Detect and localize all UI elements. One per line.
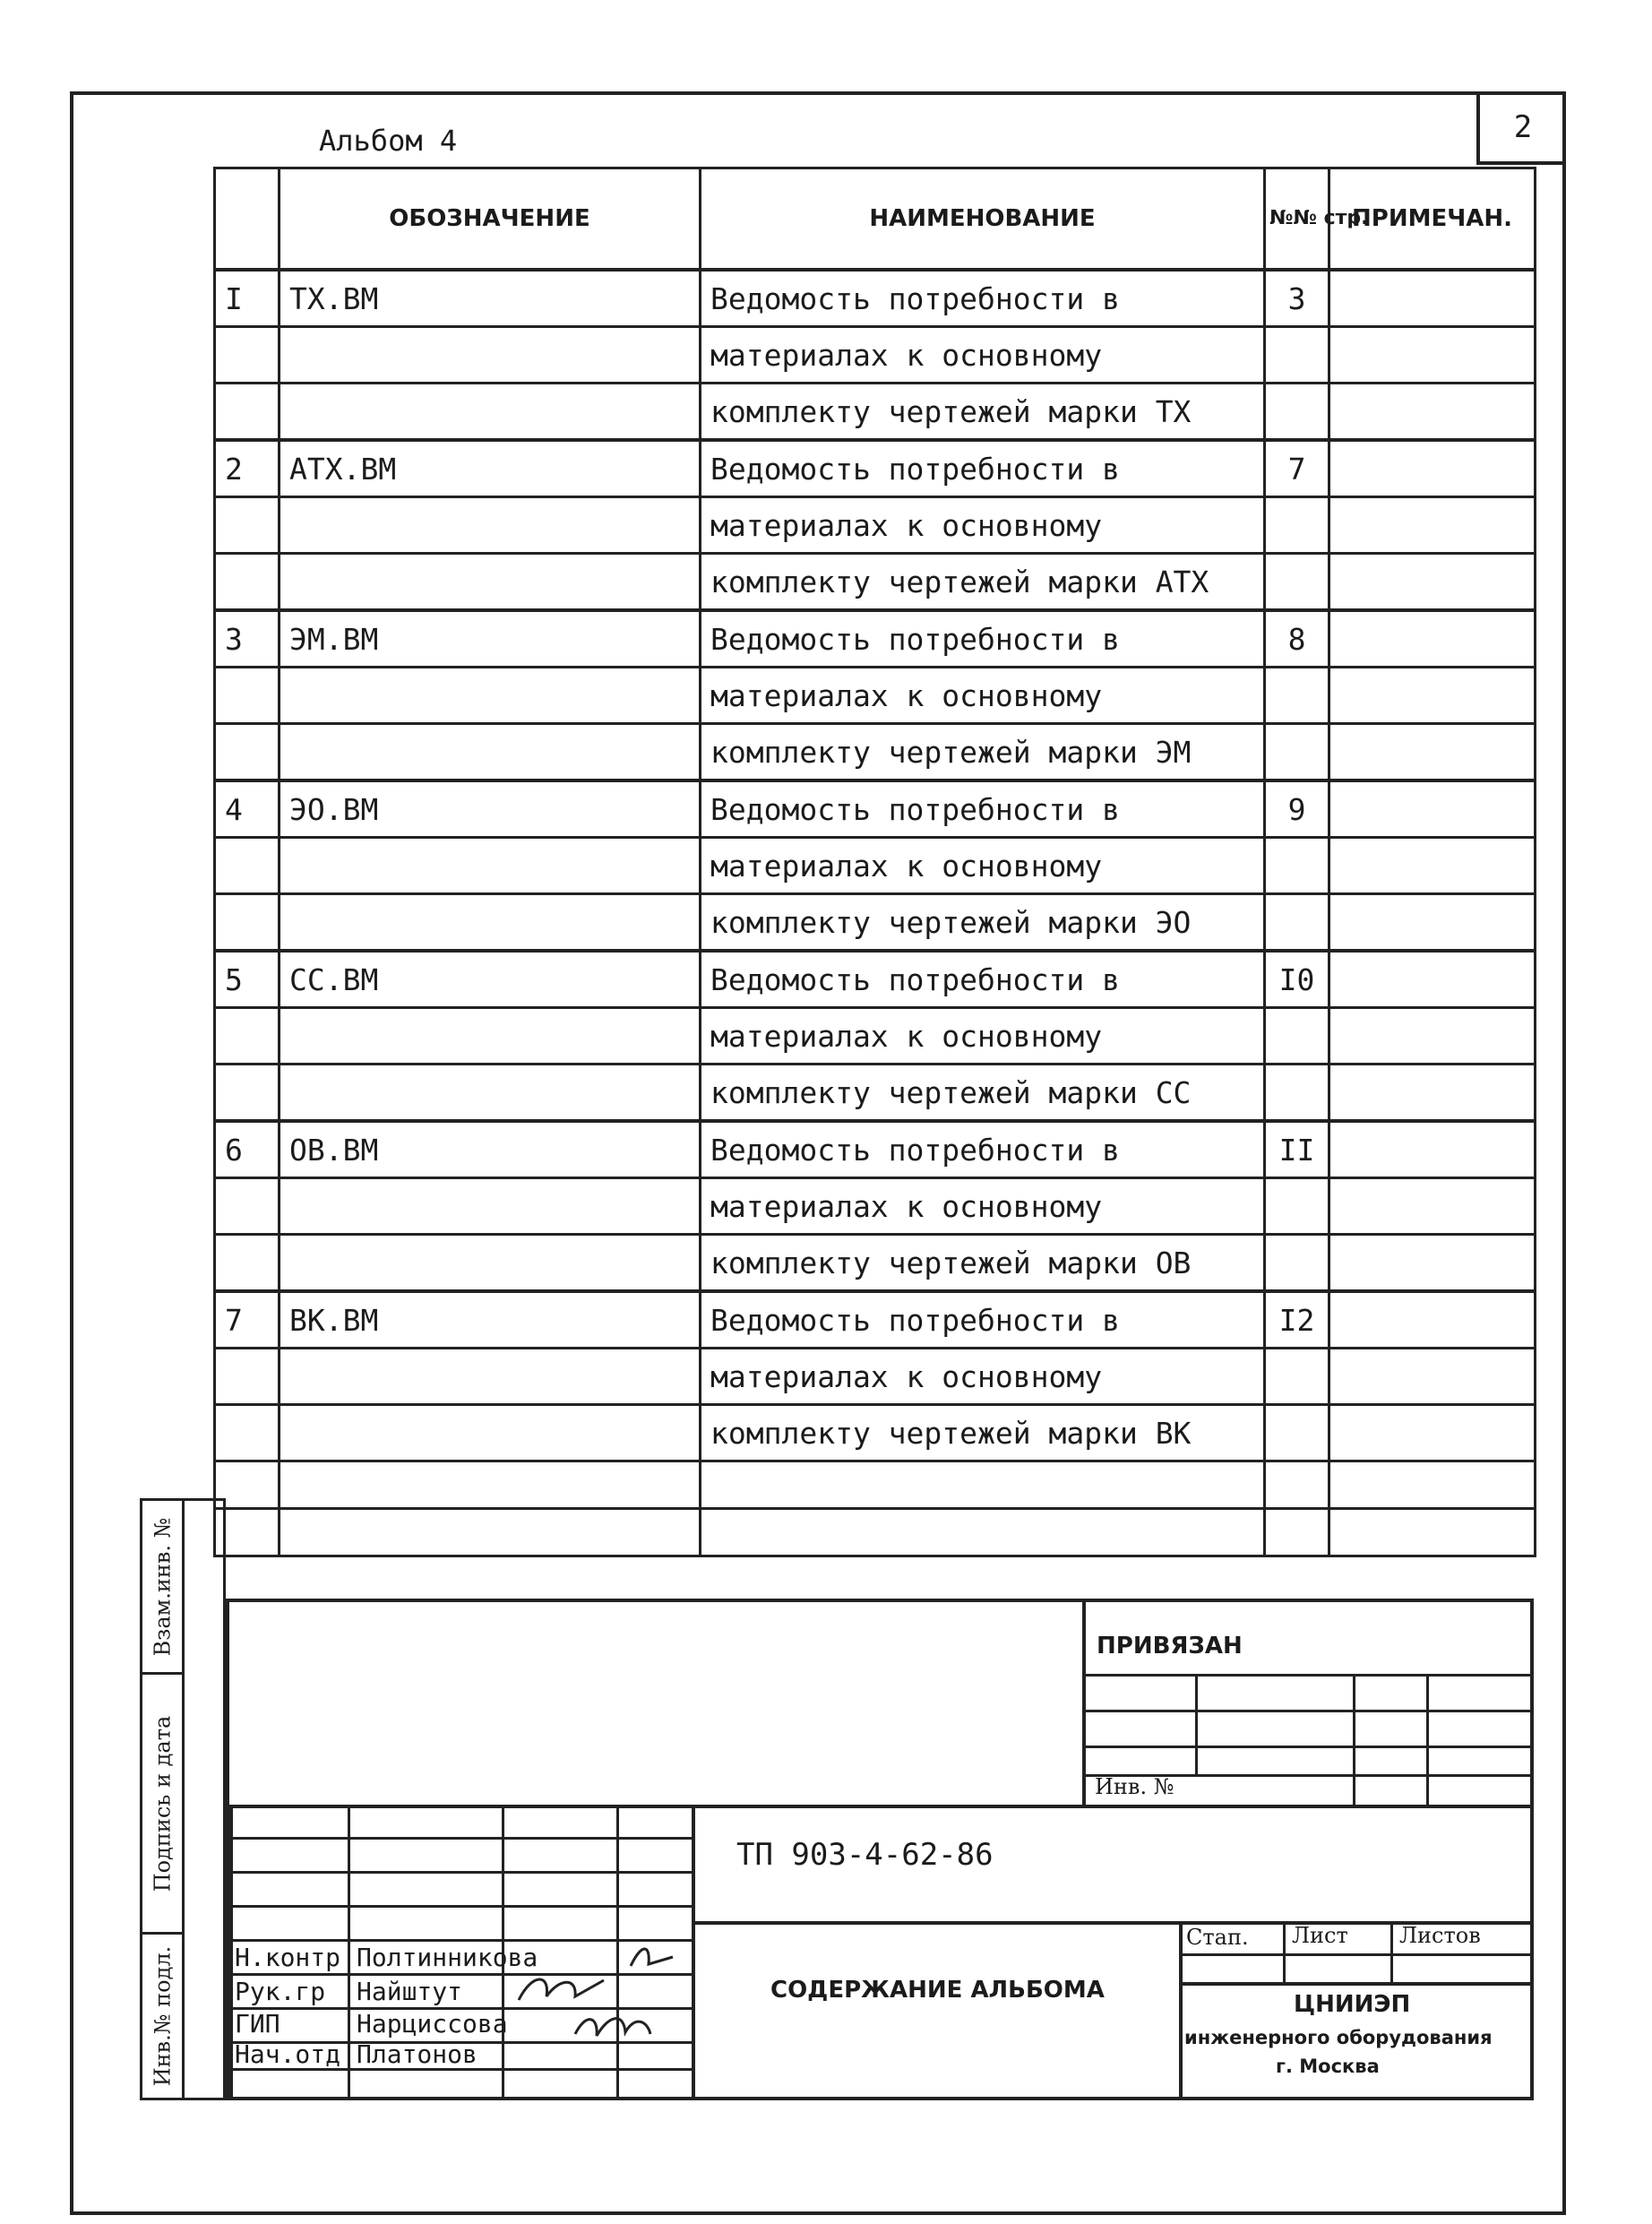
entry-page [1265,1349,1329,1405]
entry-number: 5 [215,951,280,1008]
entry-name-line: комплекту чертежей марки ВК [701,1405,1265,1461]
table-row [215,894,1536,952]
entry-number: 4 [215,780,280,838]
entry-code [280,1178,701,1235]
signer-role: Рук.гр [235,1977,326,2006]
entry-name-line: материалах к основному [701,838,1265,894]
signer-name: Платонов [357,2039,478,2069]
signer-role: ГИП [235,2009,280,2039]
entry-note [1329,668,1536,724]
entry-code [280,384,701,441]
entry-page: 9 [1265,780,1329,838]
entry-code [280,497,701,554]
org-subtitle: инженерного оборудования [1184,2027,1493,2048]
signature-3-icon [570,2007,659,2047]
entry-code [280,1065,701,1122]
entry-note [1329,1291,1536,1349]
entry-code [280,554,701,611]
entry-note [1329,1405,1536,1461]
table-row [215,497,1536,554]
entry-page [1265,894,1329,952]
entry-name-line: Ведомость потребности в [701,270,1265,327]
entry-page [1265,668,1329,724]
entry-number: 2 [215,440,280,497]
entry-note [1329,554,1536,611]
table-row [215,1291,1536,1349]
entry-name-line: Ведомость потребности в [701,780,1265,838]
document-code: ТП 903-4-62-86 [736,1837,994,1873]
table-row [215,838,1536,894]
signer-name: Нарциссова [357,2009,508,2039]
entry-name-line: комплекту чертежей марки АТХ [701,554,1265,611]
entry-name-line: Ведомость потребности в [701,951,1265,1008]
col-index-header [215,168,280,271]
entry-page [1265,1065,1329,1122]
entry-name-line: Ведомость потребности в [701,440,1265,497]
signature-1-icon [624,1939,686,1975]
entry-note [1329,1349,1536,1405]
entry-note [1329,838,1536,894]
table-row [215,440,1536,497]
entry-number [215,554,280,611]
table-row [215,610,1536,668]
entry-note [1329,270,1536,327]
entry-name-line: комплекту чертежей марки ЭМ [701,724,1265,781]
entry-number [215,1349,280,1405]
entry-number: 3 [215,610,280,668]
entry-name-line: комплекту чертежей марки ТХ [701,384,1265,441]
inv-no-label: Инв. № [1095,1774,1174,1799]
entry-note [1329,327,1536,384]
col-designation-header: ОБОЗНАЧЕНИЕ [280,168,701,271]
entry-code [280,1008,701,1065]
entry-code [280,724,701,781]
entry-code: ВК.ВМ [280,1291,701,1349]
side-approval-strip [140,1498,226,2100]
table-header-row [215,168,1536,271]
entry-name-line: материалах к основному [701,327,1265,384]
entry-note [1329,894,1536,952]
entry-code: АТХ.ВМ [280,440,701,497]
table-row [215,724,1536,781]
table-row [215,1121,1536,1178]
empty-cell [280,1461,701,1509]
entry-number [215,668,280,724]
entry-number [215,838,280,894]
table-row [215,1065,1536,1122]
table-row [215,327,1536,384]
entry-code: ОВ.ВМ [280,1121,701,1178]
col-name-header: НАИМЕНОВАНИЕ [701,168,1265,271]
entry-note [1329,724,1536,781]
title-block [226,1599,1534,2100]
entry-name-line: комплекту чертежей марки ЭО [701,894,1265,952]
table-row [215,384,1536,441]
entry-code [280,668,701,724]
stage-label: Стап. [1186,1925,1249,1950]
entry-number [215,327,280,384]
entry-number [215,1405,280,1461]
col-note-header: ПРИМЕЧАН. [1329,168,1536,271]
entry-name-line: Ведомость потребности в [701,1291,1265,1349]
entry-code [280,327,701,384]
entry-number [215,384,280,441]
entry-page: 3 [1265,270,1329,327]
sheet-label: Лист [1292,1923,1348,1948]
table-row-empty [215,1509,1536,1556]
entry-page [1265,497,1329,554]
contents-table [213,167,1536,1557]
entry-number [215,724,280,781]
entry-number: I [215,270,280,327]
org-city: г. Москва [1276,2056,1380,2077]
entry-code [280,1349,701,1405]
entry-page [1265,384,1329,441]
entry-code [280,838,701,894]
empty-cell [280,1509,701,1556]
org-name: ЦНИИЭП [1294,1991,1411,2018]
table-row [215,1235,1536,1292]
entry-page: I0 [1265,951,1329,1008]
entry-number [215,497,280,554]
entry-number [215,894,280,952]
entry-number [215,1235,280,1292]
entry-code: ЭМ.ВМ [280,610,701,668]
album-label: Альбом 4 [319,124,458,158]
sheet-title: СОДЕРЖАНИЕ АЛЬБОМА [770,1977,1105,2004]
entry-note [1329,1065,1536,1122]
empty-cell [1265,1509,1329,1556]
table-row [215,270,1536,327]
signature-2-icon [514,1970,613,2009]
entry-name-line: материалах к основному [701,1178,1265,1235]
entry-number [215,1178,280,1235]
col-page-header: №№ стр. [1265,168,1329,271]
entry-note [1329,497,1536,554]
entry-number [215,1065,280,1122]
empty-cell [1265,1461,1329,1509]
entry-page [1265,554,1329,611]
sign-date-field: Подпись и дата [142,1675,182,1935]
entry-name-line: материалах к основному [701,668,1265,724]
entry-page [1265,1178,1329,1235]
entry-page: I2 [1265,1291,1329,1349]
entry-name-line: материалах к основному [701,497,1265,554]
entry-page [1265,327,1329,384]
table-row [215,1405,1536,1461]
bound-label: ПРИВЯЗАН [1097,1633,1243,1659]
entry-note [1329,1008,1536,1065]
entry-code: ТХ.ВМ [280,270,701,327]
entry-page [1265,1008,1329,1065]
entry-note [1329,1121,1536,1178]
entry-code [280,894,701,952]
entry-note [1329,384,1536,441]
signer-role: Н.контр [235,1943,341,1972]
entry-note [1329,610,1536,668]
replace-inv-field: Взам.инв. № [142,1501,182,1675]
entry-code: ЭО.ВМ [280,780,701,838]
entry-page [1265,724,1329,781]
entry-code [280,1405,701,1461]
entry-note [1329,780,1536,838]
table-row [215,668,1536,724]
table-row [215,1349,1536,1405]
entry-code [280,1235,701,1292]
entry-number: 7 [215,1291,280,1349]
empty-cell [701,1461,1265,1509]
entry-note [1329,440,1536,497]
entry-number [215,1008,280,1065]
signer-role: Нач.отд [235,2039,341,2069]
entry-name-line: материалах к основному [701,1008,1265,1065]
entry-name-line: Ведомость потребности в [701,610,1265,668]
table-row [215,554,1536,611]
sheets-label: Листов [1399,1923,1481,1948]
table-row [215,780,1536,838]
empty-cell [701,1509,1265,1556]
entry-page: 8 [1265,610,1329,668]
entry-note [1329,1178,1536,1235]
empty-cell [1329,1461,1536,1509]
table-row [215,1178,1536,1235]
orig-inv-field: Инв.№ подл. [150,1945,176,2087]
entry-page [1265,1405,1329,1461]
entry-name-line: Ведомость потребности в [701,1121,1265,1178]
entry-page [1265,838,1329,894]
entry-note [1329,951,1536,1008]
signer-name: Полтинникова [357,1943,538,1972]
entry-name-line: комплекту чертежей марки ОВ [701,1235,1265,1292]
entry-name-line: комплекту чертежей марки СС [701,1065,1265,1122]
table-row [215,1008,1536,1065]
entry-number: 6 [215,1121,280,1178]
table-row [215,951,1536,1008]
entry-note [1329,1235,1536,1292]
empty-cell [1329,1509,1536,1556]
signer-name: Найштут [357,1977,463,2006]
entry-page [1265,1235,1329,1292]
page-number: 2 [1476,93,1566,165]
entry-page: 7 [1265,440,1329,497]
entry-name-line: материалах к основному [701,1349,1265,1405]
table-row-empty [215,1461,1536,1509]
entry-code: СС.ВМ [280,951,701,1008]
entry-page: II [1265,1121,1329,1178]
